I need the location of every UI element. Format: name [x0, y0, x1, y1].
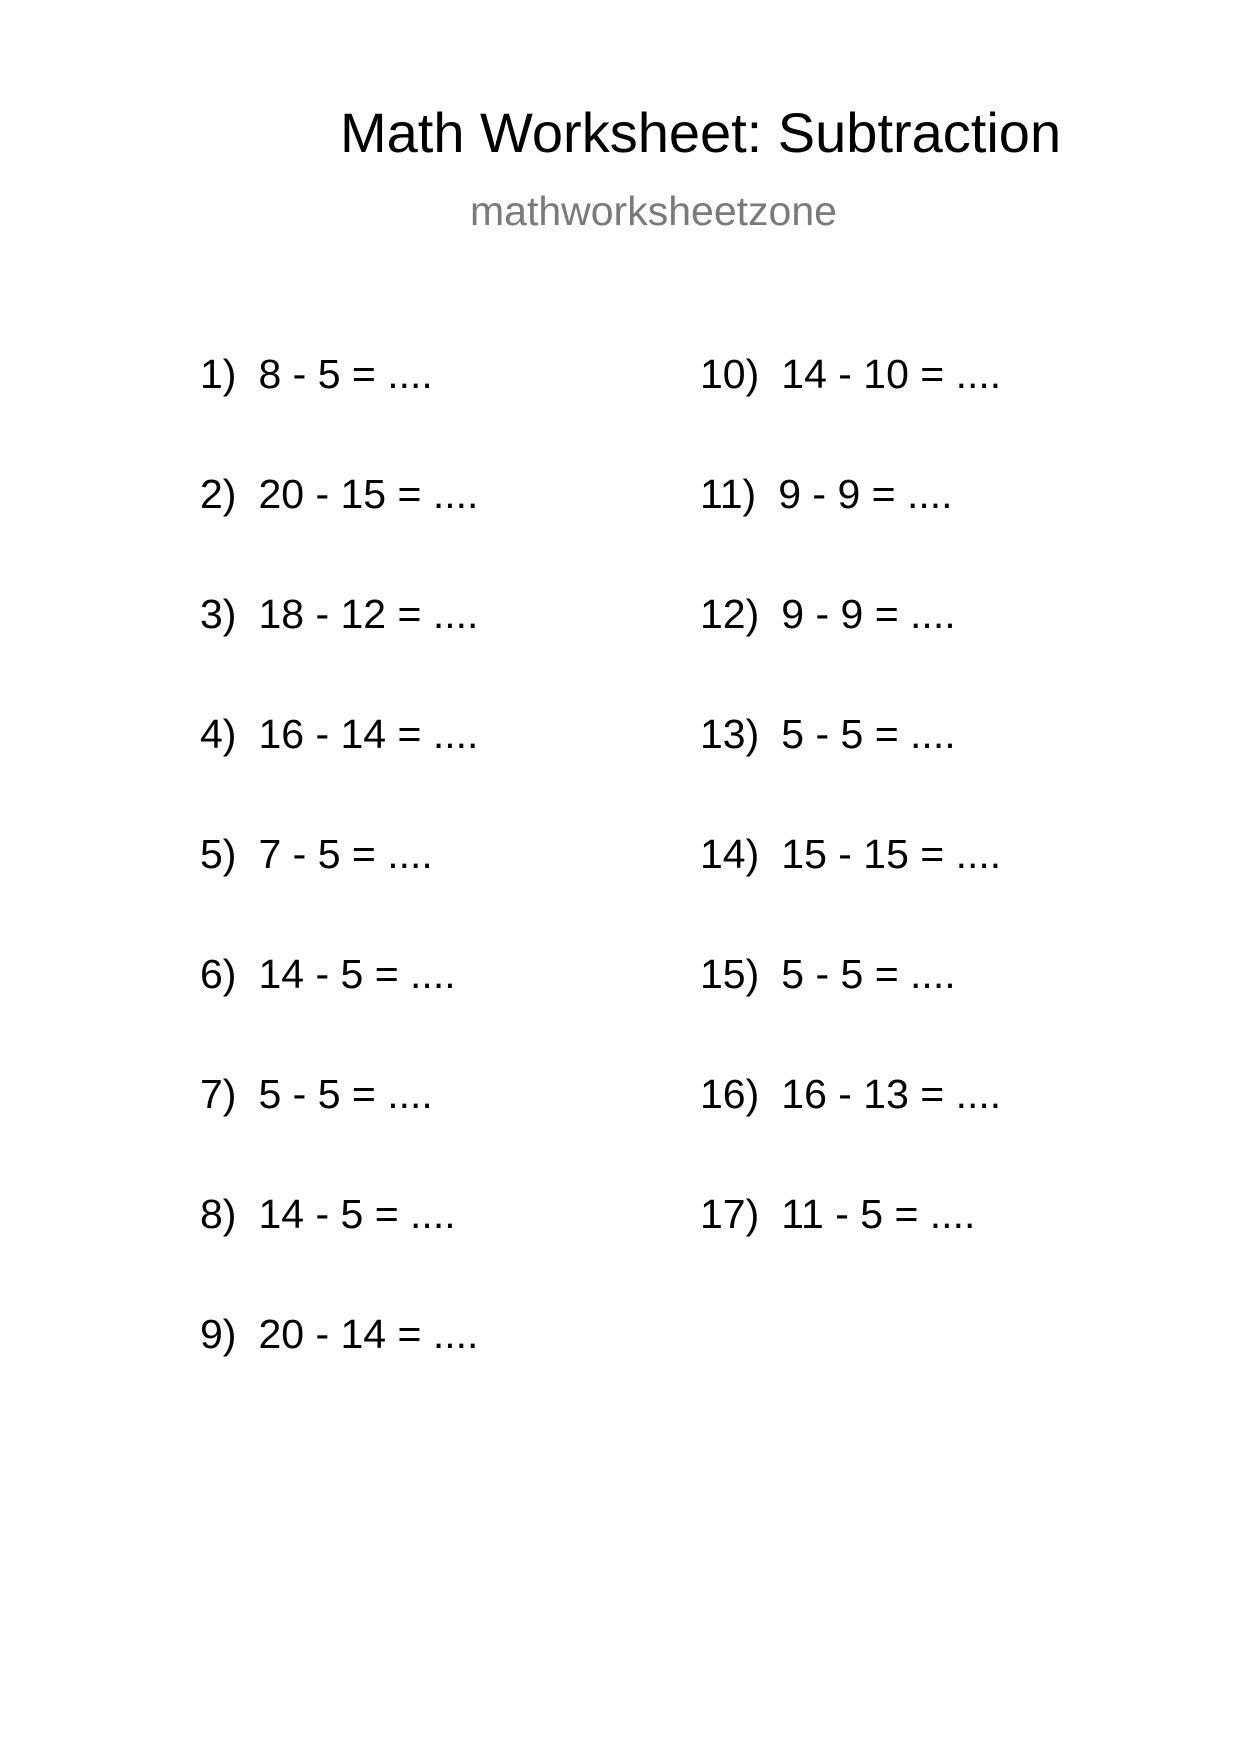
problem-17: [700, 1189, 1001, 1309]
problem-number: 12): [700, 591, 760, 637]
problem-15: [700, 949, 1001, 1069]
problem-13: [700, 709, 1001, 829]
problem-11: [700, 469, 1001, 589]
problem-number: 14): [700, 831, 760, 877]
problem-expression: 5 - 5 = ....: [781, 711, 956, 757]
problem-number: 2): [200, 471, 237, 517]
problem-expression: 11 - 5 = ....: [781, 1191, 976, 1237]
problem-3: [200, 589, 478, 709]
problem-number: 17): [700, 1191, 760, 1237]
problem-7: [200, 1069, 478, 1189]
problem-expression: 14 - 5 = ....: [258, 951, 456, 997]
problem-number: 8): [200, 1191, 237, 1237]
problem-5: [200, 829, 478, 949]
problem-number: 15): [700, 951, 760, 997]
problem-number: 5): [200, 831, 237, 877]
problem-number: 7): [200, 1071, 237, 1117]
worksheet-source: mathworksheetzone: [470, 188, 837, 234]
problem-expression: 9 - 9 = ....: [778, 471, 953, 517]
problem-number: 16): [700, 1071, 760, 1117]
problem-1: [200, 349, 478, 469]
problem-expression: 14 - 5 = ....: [258, 1191, 456, 1237]
problem-number: 9): [200, 1311, 237, 1357]
problem-16: [700, 1069, 1001, 1189]
problem-10: [700, 349, 1001, 469]
problem-expression: 5 - 5 = ....: [781, 951, 956, 997]
problem-number: 4): [200, 711, 237, 757]
problem-number: 11): [700, 471, 757, 517]
problem-14: [700, 829, 1001, 949]
problem-12: [700, 589, 1001, 709]
problem-expression: 5 - 5 = ....: [258, 1071, 433, 1117]
problem-4: [200, 709, 478, 829]
problem-2: [200, 469, 478, 589]
problem-column-left: [200, 349, 478, 1429]
problem-column-right: [700, 349, 1001, 1309]
problem-number: 13): [700, 711, 760, 757]
problem-expression: 16 - 14 = ....: [258, 711, 479, 757]
problem-expression: 14 - 10 = ....: [781, 351, 1002, 397]
problem-number: 1): [200, 351, 237, 397]
problem-expression: 16 - 13 = ....: [781, 1071, 1002, 1117]
worksheet-title: Math Worksheet: Subtraction: [340, 101, 1062, 164]
problem-expression: 18 - 12 = ....: [258, 591, 479, 637]
problem-number: 3): [200, 591, 237, 637]
problem-number: 6): [200, 951, 237, 997]
problem-expression: 20 - 14 = ....: [258, 1311, 479, 1357]
problem-9: [200, 1309, 478, 1429]
problem-expression: 15 - 15 = ....: [781, 831, 1002, 877]
problem-number: 10): [700, 351, 760, 397]
problem-expression: 7 - 5 = ....: [258, 831, 433, 877]
problem-6: [200, 949, 478, 1069]
problem-expression: 9 - 9 = ....: [781, 591, 956, 637]
problem-expression: 8 - 5 = ....: [258, 351, 433, 397]
problem-8: [200, 1189, 478, 1309]
problem-expression: 20 - 15 = ....: [258, 471, 479, 517]
